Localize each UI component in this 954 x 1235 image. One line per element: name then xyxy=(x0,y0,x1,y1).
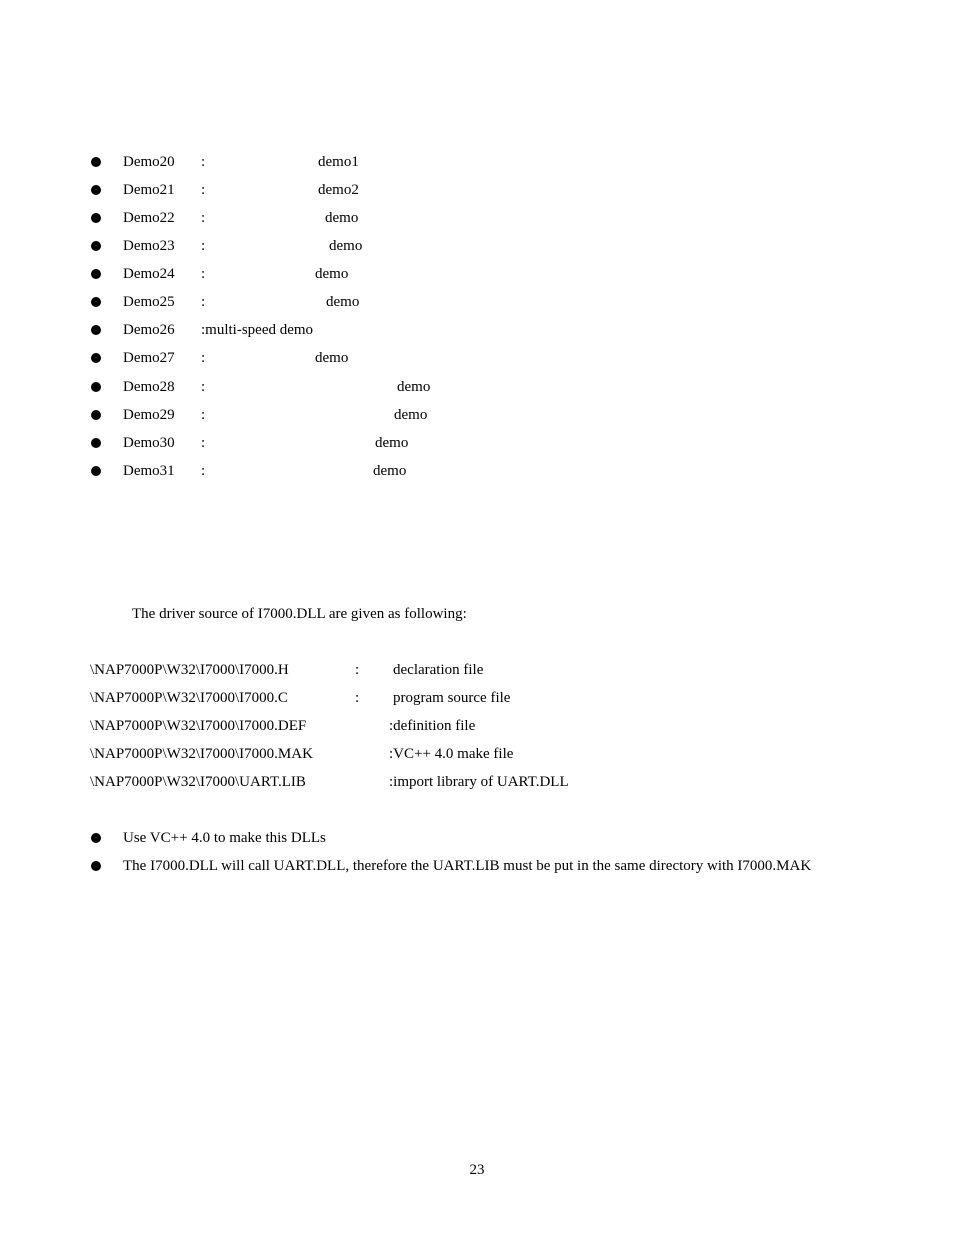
demo-description: demo2 xyxy=(318,182,359,198)
demo-description: demo xyxy=(329,238,363,254)
page-number: 23 xyxy=(469,1162,485,1178)
demo-name: Demo28 xyxy=(123,379,175,395)
file-description: :definition file xyxy=(389,718,476,734)
bullet-icon xyxy=(91,241,101,251)
demo-description: demo xyxy=(373,463,407,479)
demo-name: Demo27 xyxy=(123,350,175,366)
demo-description: demo xyxy=(394,407,428,423)
demo-separator: : xyxy=(201,463,206,479)
file-path: \NAP7000P\W32\I7000\UART.LIB xyxy=(90,774,306,790)
demo-description: demo xyxy=(325,210,359,226)
demo-name: Demo21 xyxy=(123,182,175,198)
demo-description: demo xyxy=(315,266,349,282)
demo-description: demo1 xyxy=(318,154,359,170)
demo-separator: : xyxy=(201,266,206,282)
demo-separator: : xyxy=(201,238,206,254)
demo-name: Demo20 xyxy=(123,154,175,170)
demo-separator: : xyxy=(201,210,206,226)
demo-description: demo xyxy=(326,294,360,310)
file-description: :VC++ 4.0 make file xyxy=(389,746,514,762)
bullet-icon xyxy=(91,382,101,392)
file-description: declaration file xyxy=(393,662,484,678)
file-separator: : xyxy=(355,690,360,706)
demo-separator: : xyxy=(201,379,206,395)
bullet-icon xyxy=(91,185,101,195)
bullet-icon xyxy=(91,438,101,448)
demo-name: Demo22 xyxy=(123,210,175,226)
file-path: \NAP7000P\W32\I7000\I7000.MAK xyxy=(90,746,313,762)
demo-separator: : xyxy=(201,350,206,366)
file-path: \NAP7000P\W32\I7000\I7000.H xyxy=(90,662,289,678)
bullet-icon xyxy=(91,861,101,871)
bullet-icon xyxy=(91,213,101,223)
demo-name: Demo23 xyxy=(123,238,175,254)
demo-name: Demo29 xyxy=(123,407,175,423)
demo-name: Demo25 xyxy=(123,294,175,310)
demo-description: demo xyxy=(397,379,431,395)
file-path: \NAP7000P\W32\I7000\I7000.DEF xyxy=(90,718,307,734)
bullet-icon xyxy=(91,466,101,476)
file-description: :import library of UART.DLL xyxy=(389,774,569,790)
bullet-icon xyxy=(91,833,101,843)
file-separator: : xyxy=(355,662,360,678)
bullet-icon xyxy=(91,325,101,335)
bullet-icon xyxy=(91,297,101,307)
note-text: Use VC++ 4.0 to make this DLLs xyxy=(123,830,326,846)
demo-separator: : xyxy=(201,294,206,310)
bullet-icon xyxy=(91,410,101,420)
file-path: \NAP7000P\W32\I7000\I7000.C xyxy=(90,690,288,706)
demo-description: demo xyxy=(375,435,409,451)
bullet-icon xyxy=(91,269,101,279)
bullet-icon xyxy=(91,157,101,167)
intro-text: The driver source of I7000.DLL are given as following: xyxy=(132,606,467,622)
demo-separator: : xyxy=(201,435,206,451)
demo-separator: : xyxy=(201,182,206,198)
demo-separator: : xyxy=(201,154,206,170)
demo-separator: :multi-speed demo xyxy=(201,322,314,338)
demo-separator: : xyxy=(201,407,206,423)
demo-name: Demo24 xyxy=(123,266,175,282)
demo-description: demo xyxy=(315,350,349,366)
demo-name: Demo30 xyxy=(123,435,175,451)
demo-name: Demo26 xyxy=(123,322,175,338)
note-text: The I7000.DLL will call UART.DLL, therefore the UART.LIB must be put in the same directory with I7000.MAK xyxy=(123,858,812,874)
bullet-icon xyxy=(91,353,101,363)
demo-name: Demo31 xyxy=(123,463,175,479)
file-description: program source file xyxy=(393,690,511,706)
